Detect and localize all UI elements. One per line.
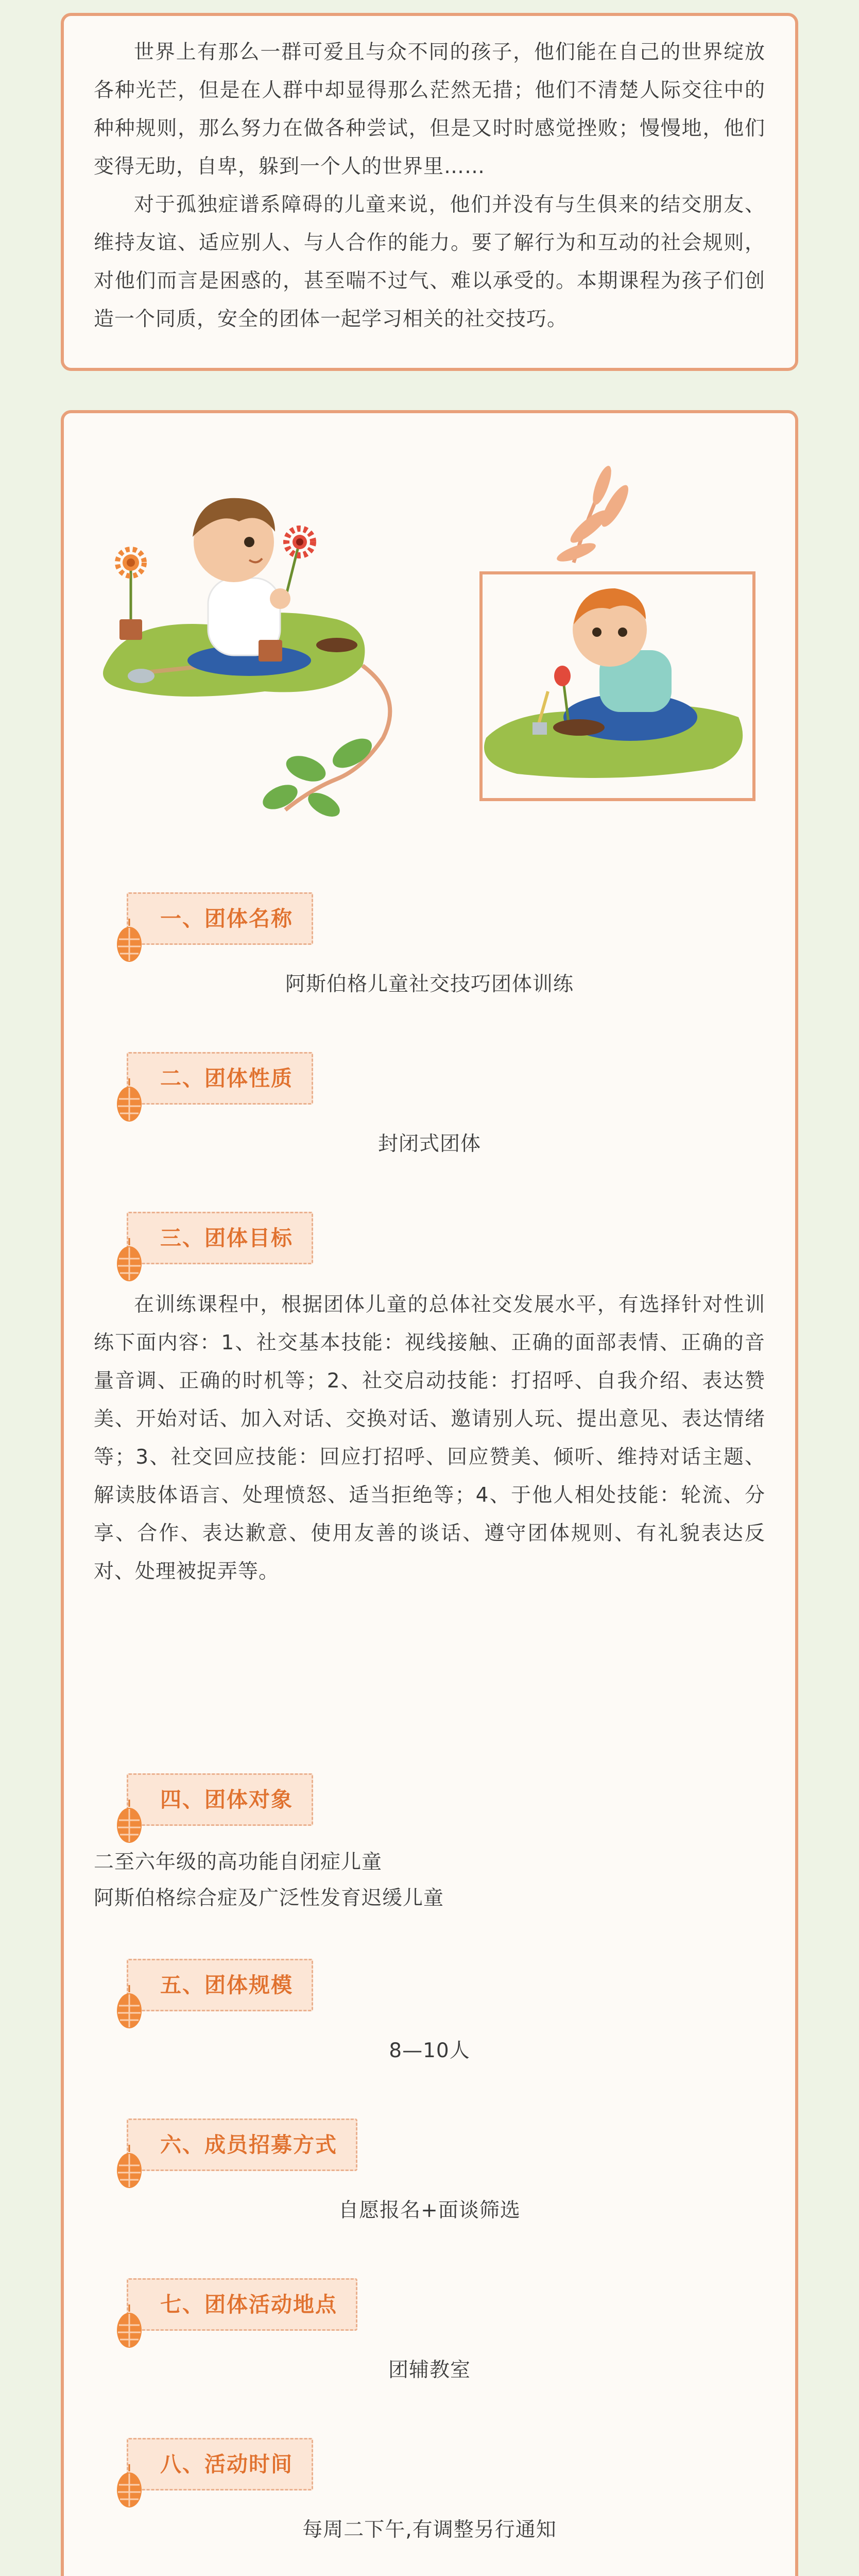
pinecone-icon [115,1238,144,1282]
intro-card [61,13,798,371]
pinecone-icon [115,1985,144,2029]
section-title: 五、团体规模 [160,1973,293,1997]
section-location [94,2278,765,2388]
section-group-target [94,1773,765,1917]
section-value: 团辅教室 [388,2359,471,2382]
children-gardening-illustration [95,449,769,831]
section-title: 六、成员招募方式 [160,2132,337,2157]
section-value: 自愿报名+面谈筛选 [338,2199,521,2222]
pinecone-icon [115,1078,144,1123]
main-card [61,410,798,2576]
intro-paragraph-2: 对于孤独症谱系障碍的儿童来说，他们并没有与生俱来的结交朋友、维持友谊、适应别人、与人合作的能力。要了解行为和互动的社会规则，对他们而言是困惑的，甚至喘不过气、难以承受的。本期课程为孩子们创造一个同质，安全的团体一起学习相关的社交技巧。 [94,193,765,331]
section-value: 每周二下午,有调整另行通知 [302,2518,557,2541]
section-time [94,2438,765,2548]
section-text: 在训练课程中，根据团体儿童的总体社交发展水平，有选择针对性训练下面内容：1、社交基本技能：视线接触、正确的面部表情、正确的音量音调、正确的时机等；2、社交启动技能：打招呼、自我介绍、表达赞美、开始对话、加入对话、交换对话、邀请别人玩、提出意见、表达情绪等；3、社交回应技能：回应打招呼、回应赞美、倾听、维持对话主题、解读肢体语言、处理愤怒、适当拒绝等；4、于他人相处技能：轮流、分享、合作、表达歉意、使用友善的谈话、遵守团体规则、有礼貌表达反对、处理被捉弄等。 [94,1293,765,1583]
target-line: 二至六年级的高功能自闭症儿童 [94,1851,383,1874]
section-heading [127,2438,313,2490]
section-group-goals [94,1212,765,1591]
section-title: 四、团体对象 [160,1787,293,1812]
section-value: 8—10人 [389,2039,470,2062]
section-heading [127,1052,313,1105]
section-heading [127,1212,313,1264]
section-value: 阿斯伯格儿童社交技巧团体训练 [285,973,574,996]
pinecone-icon [115,919,144,963]
section-title: 一、团体名称 [160,906,293,931]
section-heading [127,2119,357,2171]
section-title: 三、团体目标 [160,1226,293,1250]
pinecone-icon [115,2464,144,2509]
pinecone-icon [115,2304,144,2349]
target-list [94,1844,765,1917]
section-group-name [94,892,765,1003]
section-heading [127,2278,357,2331]
section-group-size [94,1959,765,2069]
pinecone-icon [115,1800,144,1844]
section-group-nature [94,1052,765,1162]
section-title: 二、团体性质 [160,1066,293,1091]
section-heading [127,892,313,945]
section-title: 八、活动时间 [160,2452,293,2477]
section-title: 七、团体活动地点 [160,2292,337,2317]
target-line: 阿斯伯格综合症及广泛性发育迟缓儿童 [94,1887,444,1910]
section-heading [127,1959,313,2011]
section-value: 封闭式团体 [377,1132,481,1156]
section-heading [127,1773,313,1826]
intro-paragraph-1: 世界上有那么一群可爱且与众不同的孩子，他们能在自己的世界绽放各种光芒，但是在人群中却显得那么茫然无措；他们不清楚人际交往中的种种规则，那么努力在做各种尝试，但是又时时感觉挫败；慢慢地，他们变得无助，自卑，躲到一个人的世界里…… [94,41,765,178]
section-recruitment [94,2119,765,2229]
pinecone-icon [115,2145,144,2189]
